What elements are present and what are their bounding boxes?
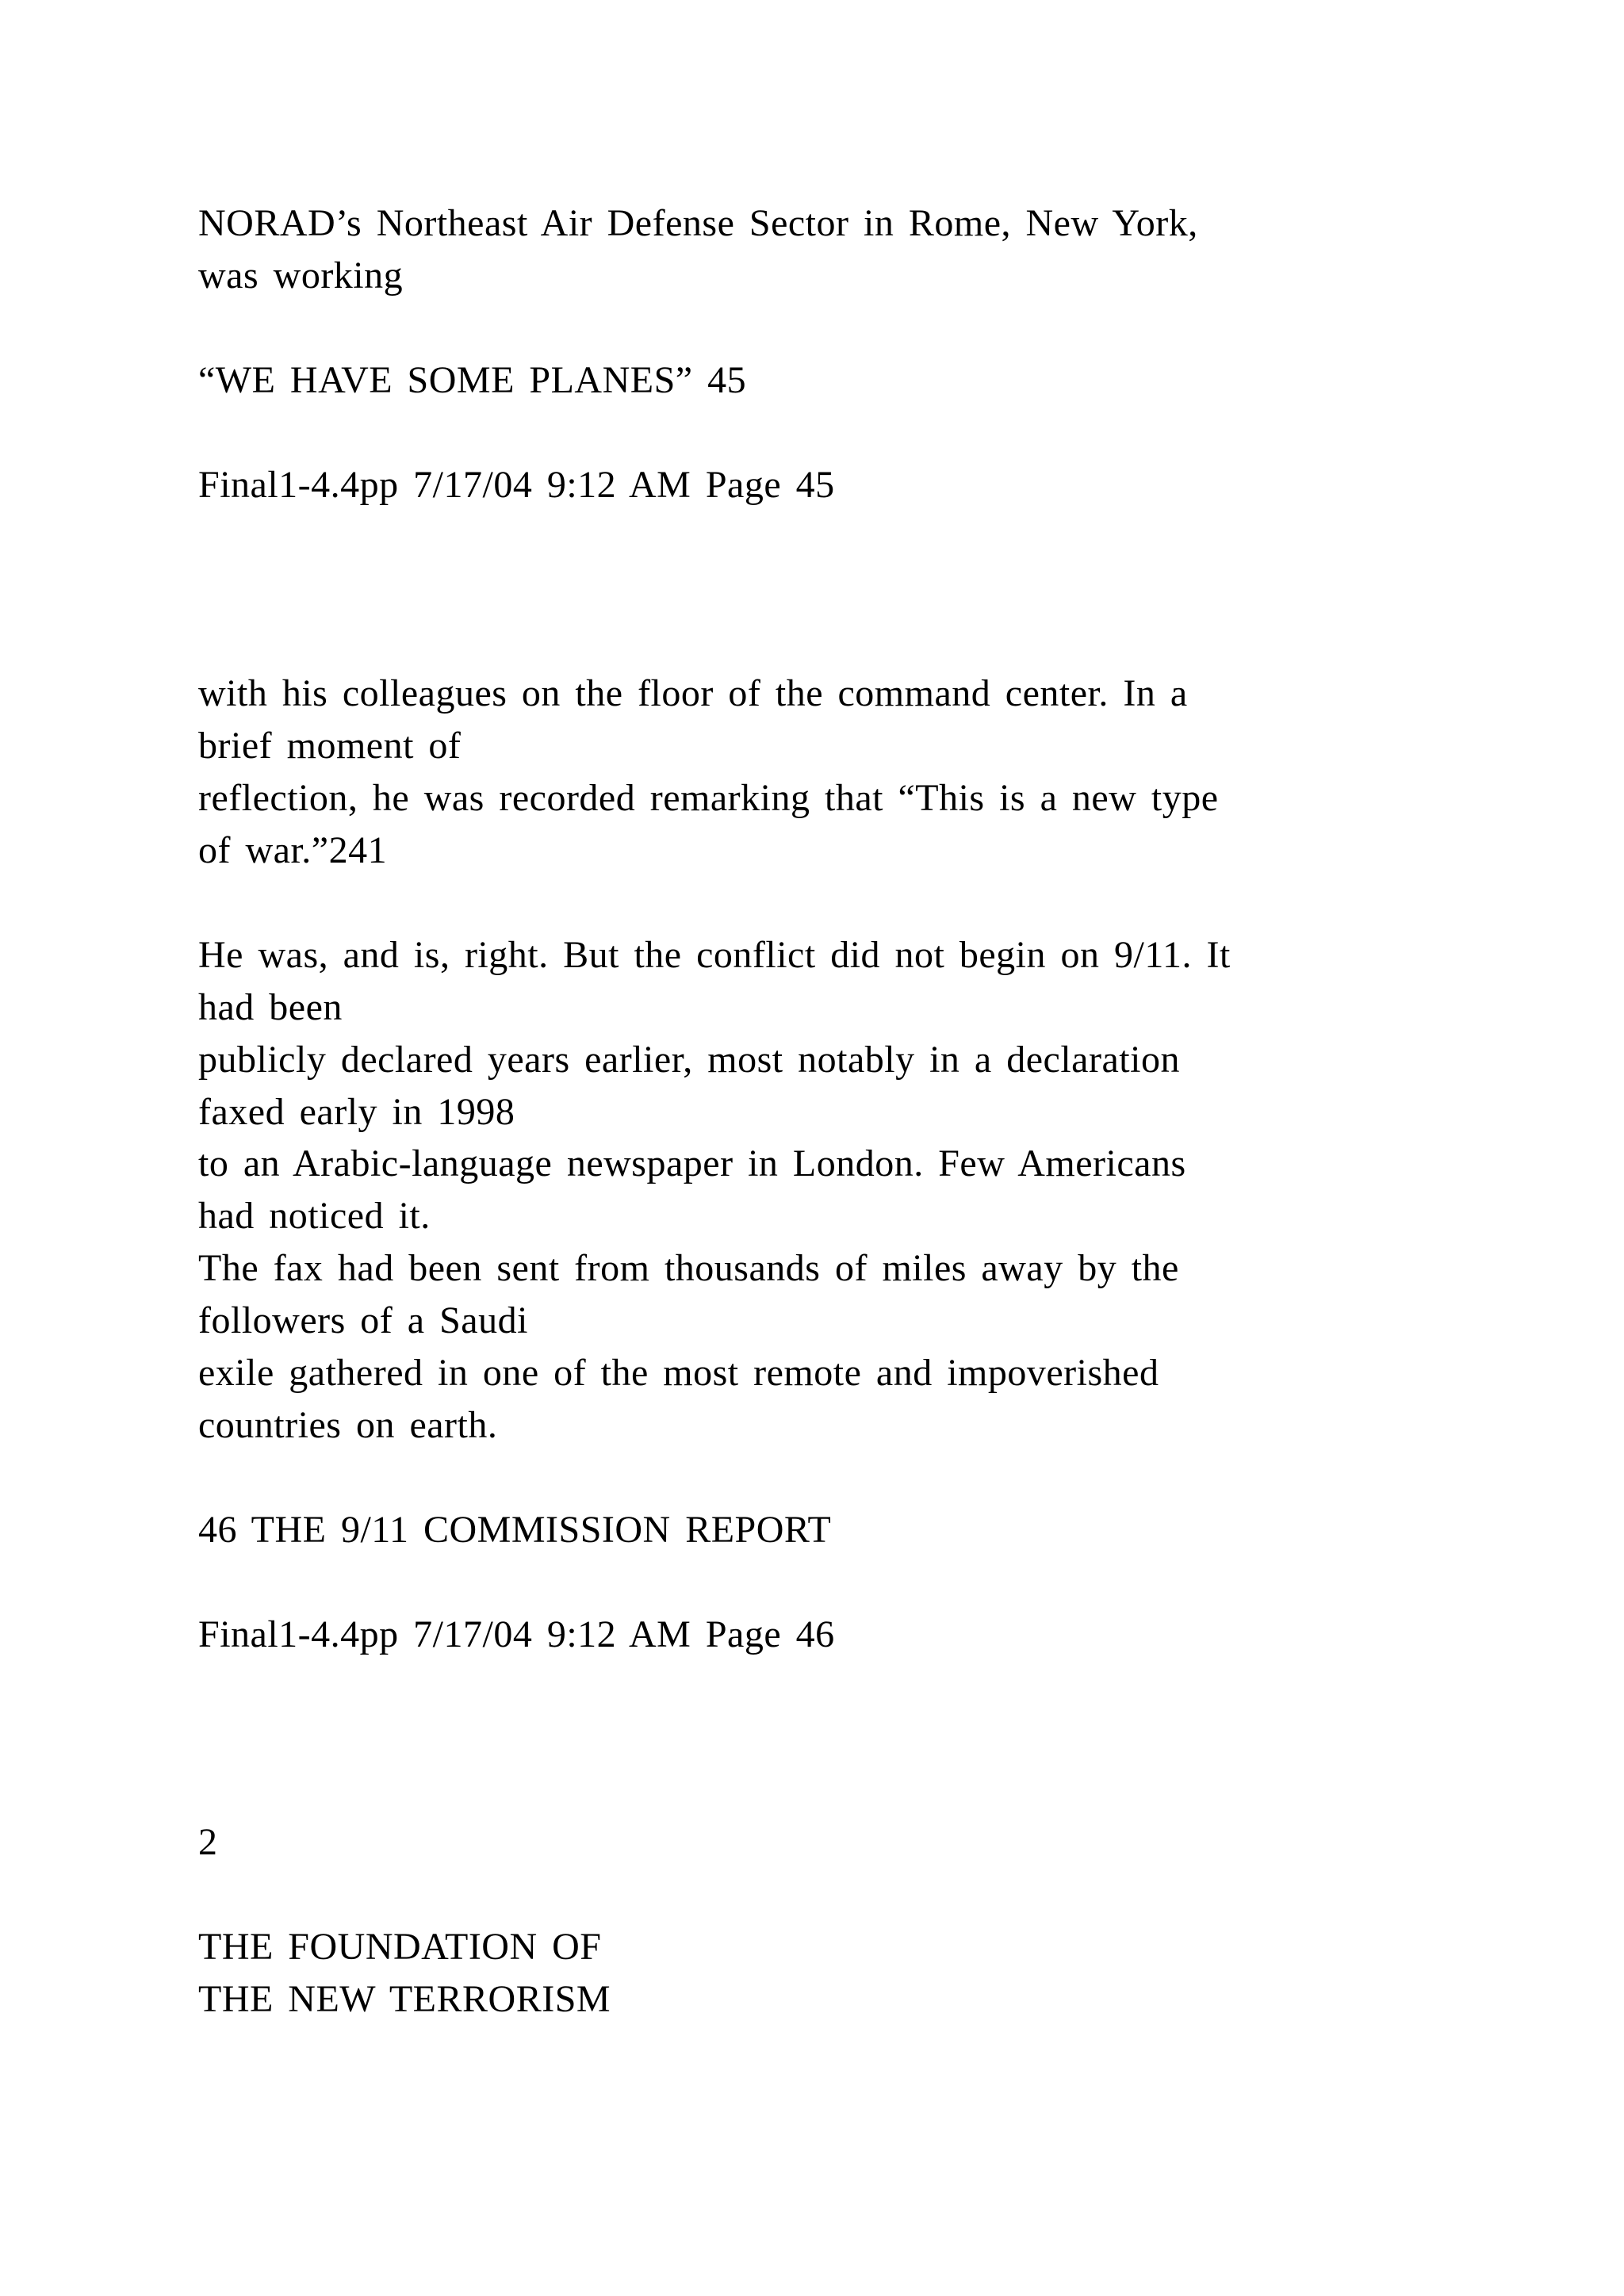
text-line: was working — [198, 254, 404, 297]
text-line: reflection, he was recorded remarking that “This is a new type — [198, 777, 1219, 819]
chapter-title: THE NEW TERRORISM — [198, 1978, 611, 2020]
text-line: had been — [198, 986, 343, 1028]
text-line: NORAD’s Northeast Air Defense Sector in Rome, New York, — [198, 202, 1198, 244]
print-slug: Final1-4.4pp 7/17/04 9:12 AM Page 45 — [198, 464, 835, 506]
text-line: countries on earth. — [198, 1404, 498, 1446]
text-line: faxed early in 1998 — [198, 1091, 515, 1133]
text-line: The fax had been sent from thousands of miles away by the — [198, 1247, 1179, 1289]
print-slug: Final1-4.4pp 7/17/04 9:12 AM Page 46 — [198, 1613, 835, 1655]
text-line: had noticed it. — [198, 1195, 431, 1237]
text-line: of war.”241 — [198, 829, 388, 871]
text-line: exile gathered in one of the most remote and impoverished — [198, 1352, 1159, 1394]
chapter-number: 2 — [198, 1821, 218, 1863]
text-line: with his colleagues on the floor of the command center. In a — [198, 672, 1188, 714]
text-line: publicly declared years earlier, most notably in a declaration — [198, 1039, 1180, 1081]
chapter-title: THE FOUNDATION OF — [198, 1926, 602, 1968]
running-footer: 46 THE 9/11 COMMISSION REPORT — [198, 1509, 832, 1551]
text-line: to an Arabic-language newspaper in London. Few Americans — [198, 1142, 1186, 1184]
text-line: brief moment of — [198, 725, 462, 767]
running-header: “WE HAVE SOME PLANES” 45 — [198, 359, 747, 401]
text-line: He was, and is, right. But the conflict did not begin on 9/11. It — [198, 934, 1231, 976]
text-line: followers of a Saudi — [198, 1299, 528, 1341]
